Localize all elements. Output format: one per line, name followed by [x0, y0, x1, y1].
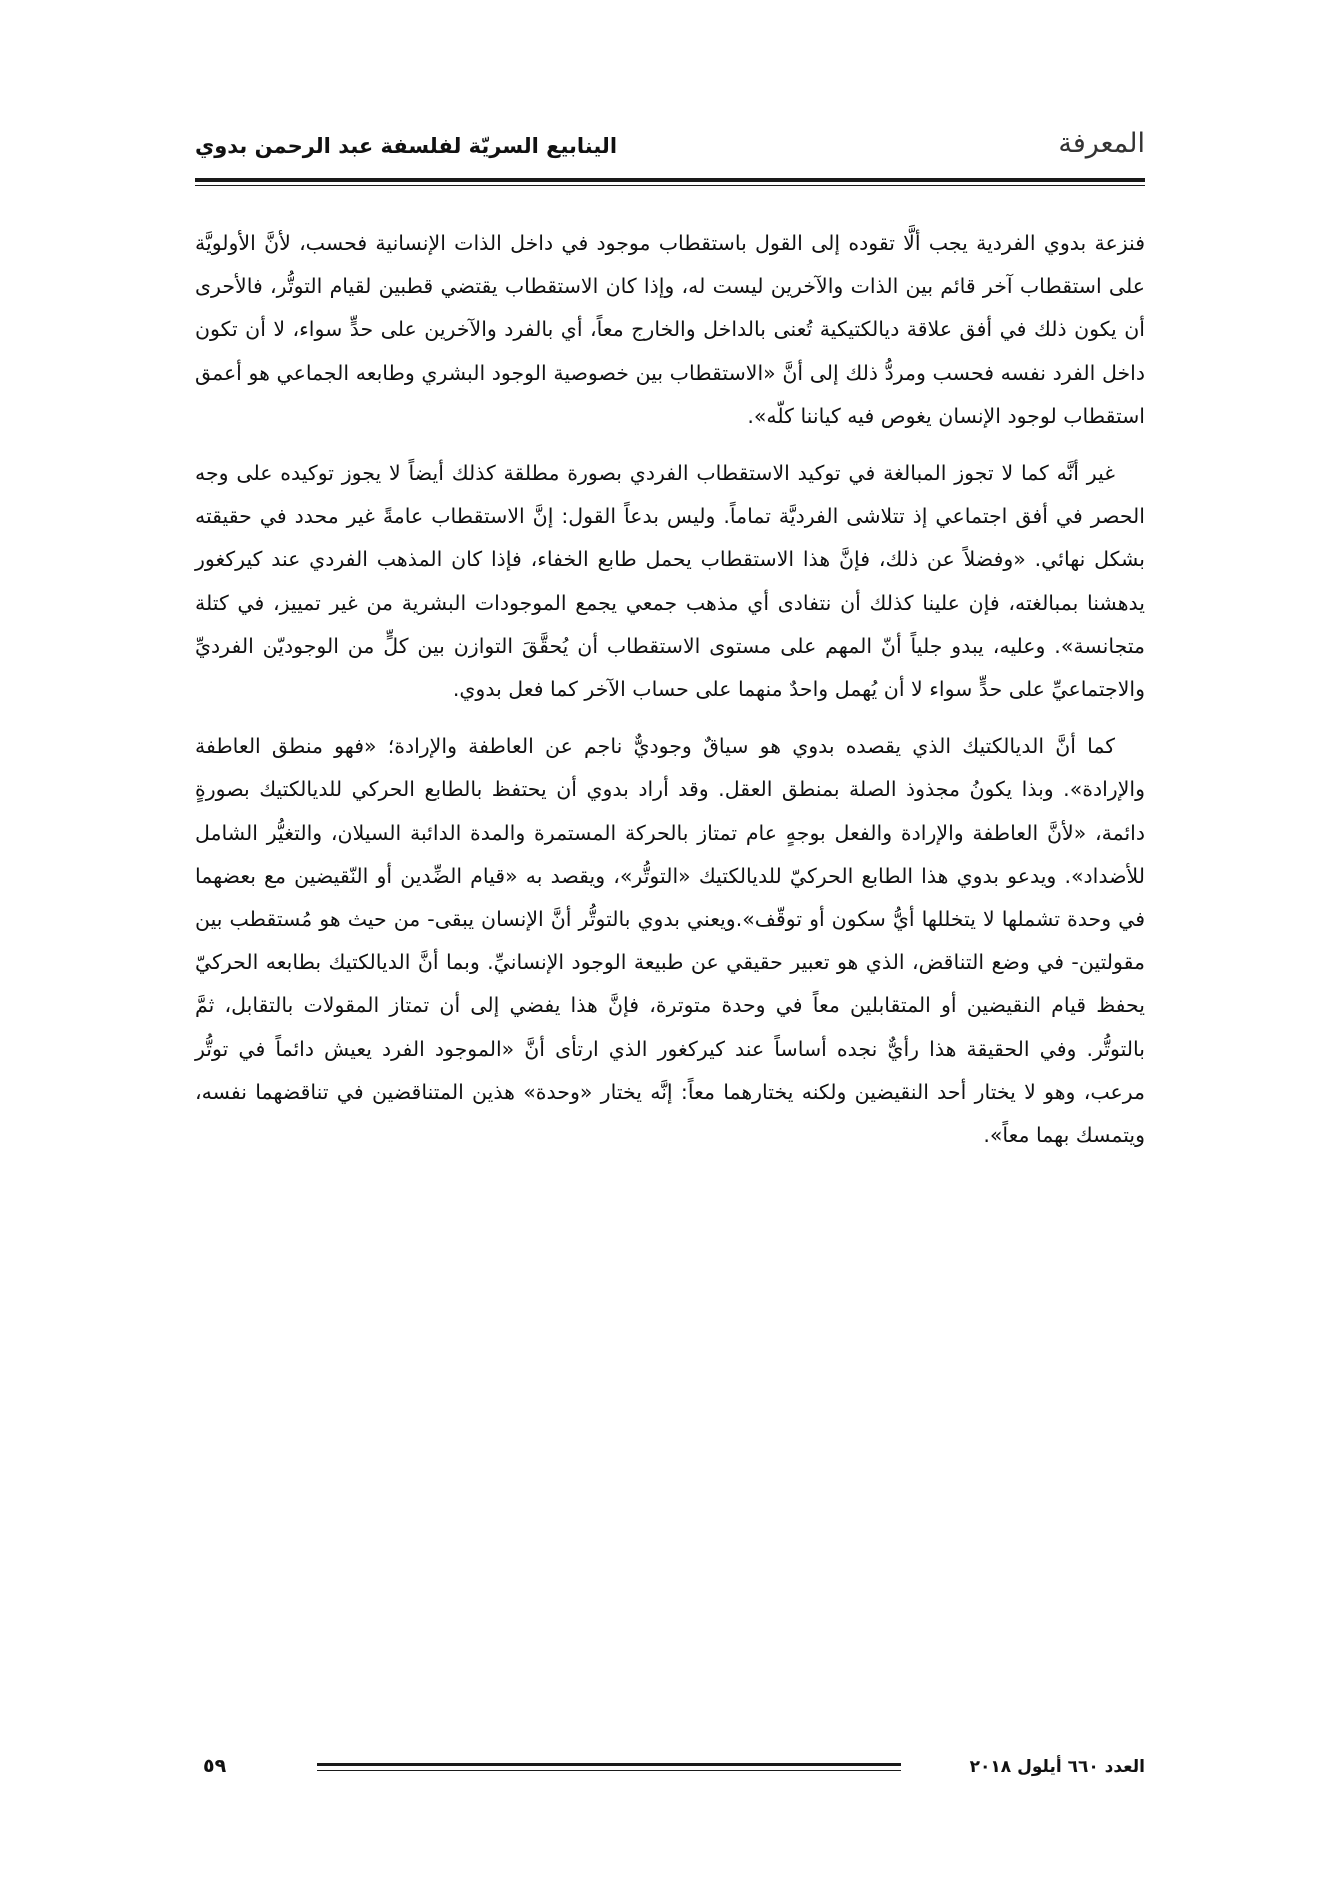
- article-title: الينابيع السريّة لفلسفة عبد الرحمن بدوي: [195, 134, 618, 158]
- paragraph-2: غير أنَّه كما لا تجوز المبالغة في توكيد الاستقطاب الفردي بصورة مطلقة كذلك أيضاً لا يجوز توكيده على وجه الحصر في أفق اجتماعي إذ تتلاشى الفرديَّة تماماً. وليس بدعاً القول: إنَّ الاستقطاب عامةً غير محدد في حقيقته بشكل نهائي. «وفضلاً عن ذلك، فإنَّ هذا الاستقطاب يحمل طابع الخفاء، فإذا كان المذهب الفردي عند كيركغور يدهشنا بمبالغته، فإن علينا كذلك أن نتفادى أي مذهب جمعي يجمع الموجودات البشرية من غير تمييز، في كتلة متجانسة». وعليه، يبدو جلياً أنّ المهم على مستوى الاستقطاب أن يُحقَّقَ التوازن بين كلٍّ من الوجوديّن الفرديِّ والاجتماعيِّ على حدٍّ سواء لا أن يُهمل واحدٌ منهما على حساب الآخر كما فعل بدوي.: [195, 461, 1145, 702]
- article-body: [195, 222, 1145, 1171]
- issue-info: العدد ٦٦٠ أيلول ٢٠١٨: [969, 1757, 1145, 1777]
- page-number: ٥٩: [203, 1755, 227, 1777]
- header-divider-thin: [195, 185, 1145, 186]
- page-footer: [195, 1751, 1145, 1791]
- paragraph-3: كما أنَّ الديالكتيك الذي يقصده بدوي هو سياقٌ وجوديٌّ ناجم عن العاطفة والإرادة؛ «فهو منطق العاطفة والإرادة». وبذا يكونُ مجذوذ الصلة بمنطق العقل. وقد أراد بدوي أن يحتفظ بالطابع الحركي للديالكتيك بصورةٍ دائمة، «لأنَّ العاطفة والإرادة والفعل بوجهٍ عام تمتاز بالحركة المستمرة والمدة الدائبة السيلان، والتغيُّر الشامل للأضداد». ويدعو بدوي هذا الطابع الحركيّ للديالكتيك «التوتُّر»، ويقصد به «قيام الضِّدين أو النّقيضين مع بعضهما في وحدة تشملها لا يتخللها أيُّ سكون أو توقّف».ويعني بدوي بالتوتُّر أنَّ الإنسان يبقى- من حيث هو مُستقطب بين مقولتين- في وضع التناقض، الذي هو تعبير حقيقي عن طبيعة الوجود الإنسانيِّ. وبما أنَّ الديالكتيك بطابعه الحركيّ يحفظ قيام النقيضين أو المتقابلين معاً في وحدة متوترة، فإنَّ هذا يفضي إلى أن تمتاز المقولات بالتقابل، ثمَّ بالتوتُّر. وفي الحقيقة هذا رأيٌّ نجده أساساً عند كيركغور الذي ارتأى أنَّ «الموجود الفرد يعيش دائماً في توتُّر مرعب، وهو لا يختار أحد النقيضين ولكنه يختارهما معاً: إنَّه يختار «وحدة» هذين المتناقضين في تناقضهما نفسه، ويتمسك بهما معاً».: [195, 734, 1145, 1148]
- paragraph-1: فنزعة بدوي الفردية يجب ألَّا تقوده إلى القول باستقطاب موجود في داخل الذات الإنسانية فحسب، لأنَّ الأولويَّة على استقطاب آخر قائم بين الذات والآخرين ليست له، وإذا كان الاستقطاب يقتضي قطبين لقيام التوتُّر، فالأحرى أن يكون ذلك في أفق علاقة ديالكتيكية تُعنى بالداخل والخارج معاً، أي بالفرد والآخرين على حدٍّ سواء، لا أن تكون داخل الفرد نفسه فحسب ومردُّ ذلك إلى أنَّ «الاستقطاب بين خصوصية الوجود البشري وطابعه الجماعي هو أعمق استقطاب لوجود الإنسان يغوص فيه كياننا كلّه».: [195, 231, 1145, 428]
- page-header: [195, 128, 1145, 174]
- header-divider: [195, 178, 1145, 182]
- journal-logo: المعرفة: [1058, 128, 1145, 159]
- footer-divider: [317, 1763, 901, 1766]
- footer-divider-thin: [317, 1770, 901, 1771]
